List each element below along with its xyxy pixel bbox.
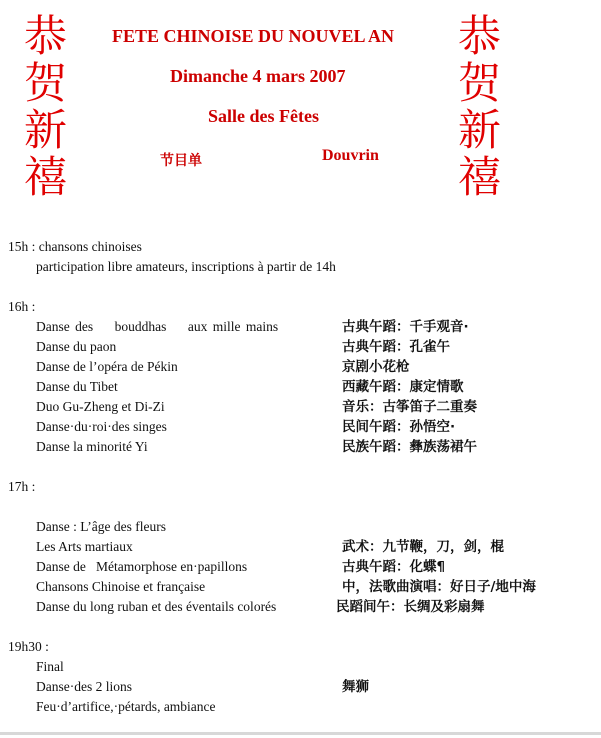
event-date: Dimanche 4 mars 2007 (170, 66, 346, 86)
program-item-cn: 音乐：古筝笛子二重奏 (342, 399, 477, 415)
greeting-char: 新 (458, 106, 501, 156)
greeting-char: 新 (24, 106, 67, 156)
program-item-fr: Danse du Tibet (36, 379, 118, 394)
section-19h30-heading: 19h30 : (8, 639, 49, 654)
section-15h-heading: 15h : chansons chinoises (8, 239, 142, 254)
program-item-fr: Danse : L’âge des fleurs (36, 519, 166, 534)
event-title: FETE CHINOISE DU NOUVEL AN (112, 26, 395, 46)
greeting-char: 恭 (24, 12, 67, 62)
program-item-cn: 民间午蹈：孙悟空· (342, 419, 456, 435)
program-item-cn: 古典午蹈：孔雀午 (342, 339, 450, 355)
program-item-cn: 民蹈间午：长绸及彩扇舞 (336, 599, 485, 615)
program-item-cn: 西藏午蹈：康定情歌 (342, 379, 464, 395)
program-item-cn: 古典午蹈：化蝶¶ (342, 559, 446, 575)
program-label: 节目单 (160, 153, 202, 169)
event-town: Douvrin (322, 147, 379, 164)
program-item-fr: Danse·du·roi·des singes (36, 419, 167, 434)
greeting-column-right (458, 14, 501, 202)
program-item-fr: Danse de Métamorphose en·papillons (36, 559, 248, 574)
greeting-char: 禧 (24, 153, 67, 203)
program-item-fr: Danse·des 2 lions (36, 679, 132, 694)
section-17h-heading: 17h : (8, 479, 36, 494)
program-item-cn: 武术：九节鞭，刀，剑，棍 (342, 539, 504, 555)
greeting-char: 恭 (458, 12, 501, 62)
section-16h-heading: 16h : (8, 299, 36, 314)
program-item-cn: 京剧小花枪 (342, 359, 410, 375)
program-item-cn: 舞狮 (342, 679, 369, 695)
program-item-fr: Chansons Chinoise et française (36, 579, 206, 594)
program-item-fr: Final (36, 659, 64, 674)
program-item-fr: Les Arts martiaux (36, 539, 133, 554)
program-item-cn: 中，法歌曲演唱：好日子/地中海 (342, 579, 536, 595)
greeting-char: 贺 (24, 59, 67, 109)
bottom-divider (0, 732, 601, 735)
program-item-cn: 古典午蹈：千手观音· (342, 319, 469, 335)
greeting-char: 贺 (458, 59, 501, 109)
program-item-fr: Danse du long ruban et des éventails colorés (36, 599, 277, 614)
greeting-char: 禧 (458, 153, 501, 203)
greeting-column-left (24, 14, 67, 202)
program-item-fr: Danse du paon (36, 339, 117, 354)
event-venue: Salle des Fêtes (208, 106, 319, 126)
program-item-cn: 民族午蹈：彝族荡裙午 (342, 439, 477, 455)
program-item-fr: Danse de l’opéra de Pékin (36, 359, 178, 374)
program-item-fr: Danse des bouddhas aux mille mains (36, 319, 279, 334)
section-15h-note: participation libre amateurs, inscriptions à partir de 14h (36, 259, 336, 274)
program-item-fr: Danse la minorité Yi (36, 439, 148, 454)
program-item-fr: Feu·d’artifice,·pétards, ambiance (36, 699, 216, 714)
program-item-fr: Duo Gu-Zheng et Di-Zi (36, 399, 165, 414)
